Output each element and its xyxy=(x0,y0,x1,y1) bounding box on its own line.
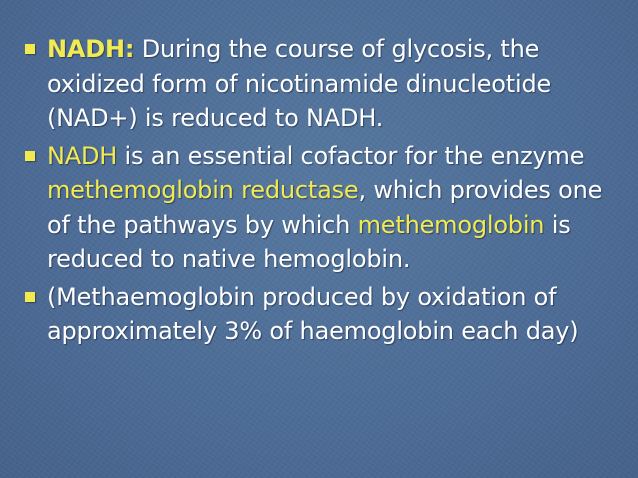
square-bullet-icon xyxy=(25,292,35,302)
bullet-text: is reduced to native hemoglobin. xyxy=(47,210,571,273)
bullet-methaemoglobin-note xyxy=(22,280,632,349)
square-bullet-icon xyxy=(25,44,35,54)
term-methemoglobin: methemoglobin xyxy=(357,210,545,239)
term-nadh-heading: NADH: xyxy=(47,35,135,63)
bullet-text: During the course of glycosis, the oxidized form of nicotinamide dinucleotide (NAD+) is reduced to NADH. xyxy=(47,35,552,132)
term-nadh: NADH xyxy=(47,141,118,170)
bullet-nadh-definition xyxy=(22,32,632,136)
bullet-nadh-cofactor xyxy=(22,139,632,277)
bullet-text: is an essential cofactor for the enzyme xyxy=(117,141,585,170)
term-methemoglobin-reductase: methemoglobin reductase xyxy=(47,176,359,204)
square-bullet-icon xyxy=(25,151,35,161)
bullet-text: , which provides one of the pathways by which xyxy=(47,176,603,239)
bullet-text: (Methaemoglobin produced by oxidation of approximately 3% of haemoglobin each day) xyxy=(47,282,579,345)
bullet-list xyxy=(22,32,632,352)
